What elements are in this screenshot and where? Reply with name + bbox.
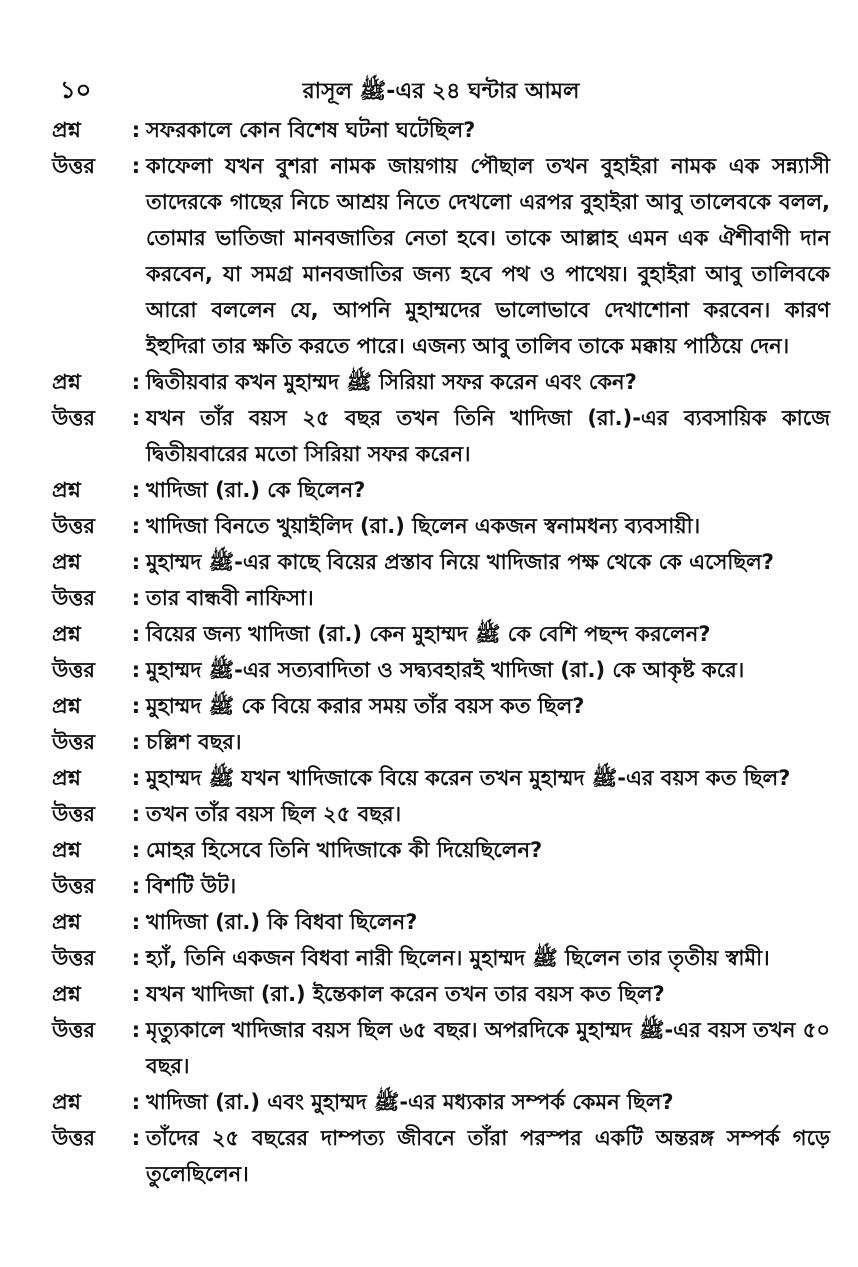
answer-text: মুহাম্মদ ﷺ-এর সত্যবাদিতা ও সদ্ব্যবহারই খাদিজা (রা.) কে আকৃষ্ট করে।	[146, 658, 745, 682]
question-text: যখন খাদিজা (রা.) ইন্তেকাল করেন তখন তার বয়স কত ছিল?	[146, 982, 665, 1006]
question-label: প্রশ্ন	[52, 982, 81, 1006]
answer-label: উত্তর	[52, 658, 95, 682]
question-text: বিয়ের জন্য খাদিজা (রা.) কেন মুহাম্মদ ﷺ কে বেশি পছন্দ করলেন?	[146, 622, 711, 646]
answer-text: যখন তাঁর বয়স ২৫ বছর তখন তিনি খাদিজা (রা.)-এর ব্যবসায়িক কাজে দ্বিতীয়বারের মতো সিরিয়া সফর করেন।	[146, 406, 830, 466]
question-text: মুহাম্মদ ﷺ-এর কাছে বিয়ের প্রস্তাব নিয়ে খাদিজার পক্ষ থেকে কে এসেছিল?	[146, 550, 774, 574]
answer-text: কাফেলা যখন বুশরা নামক জায়গায় পৌছাল তখন বুহাইরা নামক এক সন্ন্যাসী তাদেরকে গাছের নিচে আশ্রয় নিতে দেখলো এরপর বুহাইরা আবু তালেবকে বলল, তোমার ভাতিজা মানবজাতির নেতা হবে। তাকে আল্লাহ এমন এক ঐশীবাণী দান করবেন, যা সমগ্র মানবজাতির জন্য হবে পথ ও পাথেয়। বুহাইরা আবু তালিবকে আরো বললেন যে, আপনি মুহাম্মদের ভালোভাবে দেখাশোনা করবেন। কারণ ইহুদিরা তার ক্ষতি করতে পারে। এজন্য আবু তালিব তাকে মক্কায় পাঠিয়ে দেন।	[146, 154, 830, 358]
label-colon: :	[131, 802, 141, 826]
answer-text: বিশটি উট।	[146, 874, 237, 898]
label-colon: :	[131, 766, 141, 790]
question-label: প্রশ্ন	[52, 910, 81, 934]
question-text: মুহাম্মদ ﷺ যখন খাদিজাকে বিয়ে করেন তখন মুহাম্মদ ﷺ-এর বয়স কত ছিল?	[146, 766, 791, 790]
answer-row	[52, 868, 830, 904]
answer-row	[52, 1120, 830, 1192]
label-colon: :	[131, 478, 141, 502]
question-label: প্রশ্ন	[52, 118, 81, 142]
question-row	[52, 904, 830, 940]
label-colon: :	[131, 370, 141, 394]
question-text: মোহর হিসেবে তিনি খাদিজাকে কী দিয়েছিলেন?	[146, 838, 543, 862]
label-colon: :	[131, 982, 141, 1006]
question-row	[52, 1084, 830, 1120]
label-colon: :	[131, 874, 141, 898]
answer-row	[52, 652, 830, 688]
label-colon: :	[131, 586, 141, 610]
answer-label: উত্তর	[52, 1018, 95, 1042]
label-colon: :	[131, 154, 141, 178]
answer-label: উত্তর	[52, 514, 95, 538]
qa-list	[52, 112, 830, 1192]
label-colon: :	[131, 910, 141, 934]
page-number: ১০	[60, 76, 92, 104]
label-colon: :	[131, 730, 141, 754]
question-row	[52, 112, 830, 148]
answer-label: উত্তর	[52, 874, 95, 898]
label-colon: :	[131, 622, 141, 646]
question-row	[52, 760, 830, 796]
answer-text: হ্যাঁ, তিনি একজন বিধবা নারী ছিলেন। মুহাম্মদ ﷺ ছিলেন তার তৃতীয় স্বামী।	[146, 946, 770, 970]
question-text: খাদিজা (রা.) কি বিধবা ছিলেন?	[146, 910, 418, 934]
label-colon: :	[131, 1126, 141, 1150]
answer-label: উত্তর	[52, 946, 95, 970]
label-colon: :	[131, 694, 141, 718]
question-row	[52, 616, 830, 652]
page-header	[52, 68, 830, 112]
answer-row	[52, 940, 830, 976]
question-text: মুহাম্মদ ﷺ কে বিয়ে করার সময় তাঁর বয়স কত ছিল?	[146, 694, 585, 718]
question-label: প্রশ্ন	[52, 550, 81, 574]
label-colon: :	[131, 406, 141, 430]
label-colon: :	[131, 514, 141, 538]
answer-text: চল্লিশ বছর।	[146, 730, 242, 754]
question-row	[52, 688, 830, 724]
answer-text: তার বান্ধবী নাফিসা।	[146, 586, 314, 610]
question-label: প্রশ্ন	[52, 370, 81, 394]
answer-row	[52, 1012, 830, 1084]
answer-row	[52, 508, 830, 544]
question-label: প্রশ্ন	[52, 766, 81, 790]
answer-text: খাদিজা বিনতে খুয়াইলিদ (রা.) ছিলেন একজন স্বনামধন্য ব্যবসায়ী।	[146, 514, 701, 538]
question-row	[52, 472, 830, 508]
answer-label: উত্তর	[52, 730, 95, 754]
answer-row	[52, 796, 830, 832]
question-text: দ্বিতীয়বার কখন মুহাম্মদ ﷺ সিরিয়া সফর করেন এবং কেন?	[146, 370, 637, 394]
question-label: প্রশ্ন	[52, 1090, 81, 1114]
answer-label: উত্তর	[52, 586, 95, 610]
answer-row	[52, 400, 830, 472]
question-label: প্রশ্ন	[52, 694, 81, 718]
answer-label: উত্তর	[52, 1126, 95, 1150]
label-colon: :	[131, 1018, 141, 1042]
question-row	[52, 832, 830, 868]
question-label: প্রশ্ন	[52, 838, 81, 862]
running-title: রাসূল ﷺ-এর ২৪ ঘন্টার আমল	[302, 79, 580, 104]
question-label: প্রশ্ন	[52, 622, 81, 646]
question-label: প্রশ্ন	[52, 478, 81, 502]
label-colon: :	[131, 658, 141, 682]
label-colon: :	[131, 550, 141, 574]
answer-label: উত্তর	[52, 802, 95, 826]
answer-text: মৃত্যুকালে খাদিজার বয়স ছিল ৬৫ বছর। অপরদিকে মুহাম্মদ ﷺ-এর বয়স তখন ৫০ বছর।	[146, 1018, 830, 1078]
answer-label: উত্তর	[52, 406, 95, 430]
label-colon: :	[131, 118, 141, 142]
answer-text: তখন তাঁর বয়স ছিল ২৫ বছর।	[146, 802, 402, 826]
question-text: খাদিজা (রা.) এবং মুহাম্মদ ﷺ-এর মধ্যকার সম্পর্ক কেমন ছিল?	[146, 1090, 674, 1114]
answer-text: তাঁদের ২৫ বছরের দাম্পত্য জীবনে তাঁরা পরস্পর একটি অন্তরঙ্গ সম্পর্ক গড়ে তুলেছিলেন।	[146, 1126, 830, 1186]
label-colon: :	[131, 1090, 141, 1114]
answer-row	[52, 724, 830, 760]
question-text: সফরকালে কোন বিশেষ ঘটনা ঘটেছিল?	[146, 118, 476, 142]
question-row	[52, 544, 830, 580]
question-text: খাদিজা (রা.) কে ছিলেন?	[146, 478, 366, 502]
answer-row	[52, 148, 830, 364]
question-row	[52, 364, 830, 400]
answer-label: উত্তর	[52, 154, 95, 178]
label-colon: :	[131, 946, 141, 970]
question-row	[52, 976, 830, 1012]
answer-row	[52, 580, 830, 616]
label-colon: :	[131, 838, 141, 862]
